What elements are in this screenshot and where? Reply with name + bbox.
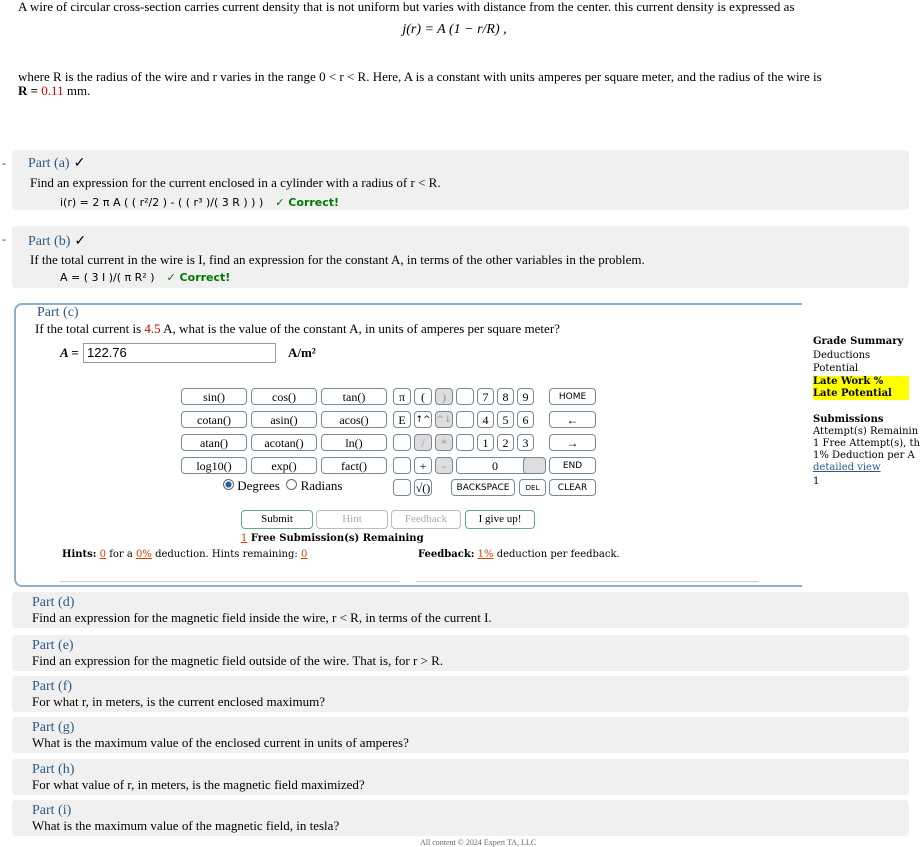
digit-2-button[interactable]: 2 (497, 434, 514, 451)
footer-copyright: All content © 2024 Expert TA, LLC (420, 838, 537, 847)
part-i-title[interactable]: Part (i) (32, 803, 72, 818)
part-f[interactable] (12, 676, 909, 712)
hint-button[interactable]: Hint (316, 510, 388, 529)
blank-button[interactable] (523, 457, 546, 474)
pi-button[interactable]: π (393, 388, 411, 405)
problem-statement-continued (18, 70, 898, 98)
problem-statement: A wire of circular cross-section carries current density that is not uniform but varies with distance from the center. this current density is expressed as (18, 0, 795, 14)
part-a-question: Find an expression for the current enclosed in a cylinder with a radius of r < R. (30, 175, 441, 190)
feedback-pct: 1% (477, 549, 494, 560)
hints-label: Hints: (62, 549, 97, 560)
give-up-button[interactable]: I give up! (465, 510, 535, 529)
part-h[interactable] (12, 759, 909, 795)
part-i[interactable] (12, 800, 909, 836)
submissions-remaining (241, 533, 424, 544)
part-b-title[interactable]: Part (b) (28, 234, 71, 249)
part-d-title[interactable]: Part (d) (32, 595, 75, 610)
blank-button[interactable] (393, 457, 411, 474)
digit-4-button[interactable]: 4 (477, 411, 494, 428)
part-e[interactable] (12, 635, 909, 671)
part-f-question: For what r, in meters, is the current enclosed maximum? (32, 694, 325, 709)
plus-button[interactable]: + (414, 457, 432, 474)
radius-unit: mm. (63, 83, 91, 98)
correct-badge: ✓ Correct! (166, 271, 231, 284)
detailed-view-link[interactable]: detailed view (813, 462, 881, 473)
part-b[interactable] (2, 226, 909, 288)
checkmark-icon: ✓ (74, 234, 87, 249)
digit-3-button[interactable]: 3 (517, 434, 534, 451)
deduction-per-attempt: 1% Deduction per A (813, 450, 915, 461)
blank-button[interactable] (456, 388, 474, 405)
collapse-toggle[interactable]: - (2, 232, 6, 246)
correct-badge: ✓ Correct! (275, 196, 340, 209)
part-g[interactable] (12, 717, 909, 753)
ln-button[interactable]: ln() (321, 434, 387, 451)
question-text: A, what is the value of the constant A, in units of amperes per square meter? (160, 321, 560, 336)
superscript-down-button[interactable]: ^↓ (435, 411, 453, 428)
grade-value: 1 (813, 476, 820, 487)
current-density-formula: j(r) = A (1 − r/R) , (402, 22, 507, 37)
part-e-title[interactable]: Part (e) (32, 638, 74, 653)
part-d-question: Find an expression for the magnetic field inside the wire, r < R, in terms of the current I. (32, 610, 492, 625)
free-attempts: 1 Free Attempt(s), th (813, 438, 920, 449)
part-e-question: Find an expression for the magnetic field outside of the wire. That is, for r > R. (32, 653, 444, 668)
cos-button[interactable]: cos() (251, 388, 317, 405)
part-c-title: Part (c) (37, 305, 79, 320)
feedback-label: Feedback: (418, 549, 475, 560)
part-h-question: For what value of r, in meters, is the magnetic field maximized? (32, 777, 365, 792)
blank-button[interactable] (393, 479, 411, 496)
blank-button[interactable] (456, 434, 474, 451)
late-work-label: Late Work % (813, 376, 909, 388)
acotan-button[interactable]: acotan() (251, 434, 317, 451)
degrees-radio[interactable] (223, 479, 234, 490)
part-i-question: What is the maximum value of the magnetic field, in tesla? (32, 818, 340, 833)
divide-button[interactable]: / (414, 434, 432, 451)
checkmark-icon: ✓ (73, 156, 86, 171)
part-b-question: If the total current in the wire is I, find an expression for the constant A, in terms of the other variables in the problem. (30, 252, 645, 267)
angle-mode (223, 478, 342, 494)
digit-1-button[interactable]: 1 (477, 434, 494, 451)
part-c-question (35, 321, 560, 337)
answer-unit: A/m² (288, 345, 316, 360)
hints-remaining: 0 (300, 549, 308, 560)
home-button[interactable]: HOME (549, 388, 596, 405)
close-paren-button[interactable]: ) (435, 388, 453, 405)
question-text: If the total current is (35, 321, 145, 336)
asin-button[interactable]: asin() (251, 411, 317, 428)
part-b-answer: A = ( 3 I )/( π R² ) (60, 271, 155, 284)
part-d[interactable] (12, 592, 909, 628)
superscript-up-button[interactable]: ↑^ (414, 411, 432, 428)
multiply-button[interactable]: * (435, 434, 453, 451)
feedback-text: deduction per feedback. (493, 549, 620, 560)
part-g-question: What is the maximum value of the enclosed current in units of amperes? (32, 735, 409, 750)
submission-text: Free Submission(s) Remaining (247, 533, 424, 544)
submit-button[interactable]: Submit (241, 510, 313, 529)
part-h-title[interactable]: Part (h) (32, 762, 75, 777)
feedback-info (418, 549, 620, 560)
minus-button[interactable]: - (435, 457, 453, 474)
collapse-toggle[interactable]: - (2, 156, 6, 170)
end-button[interactable]: END (549, 457, 596, 474)
late-potential-label: Late Potential (813, 388, 909, 400)
divider (416, 581, 759, 582)
radians-label: Radians (300, 478, 343, 493)
answer-input[interactable]: 122.76 (83, 343, 276, 363)
digit-8-button[interactable]: 8 (497, 388, 514, 405)
part-a-answer: i(r) = 2 π A ( ( r²/2 ) - ( ( r³ )/( 3 R ) ) ) (60, 196, 264, 209)
hints-for: for a (106, 549, 137, 560)
left-arrow-button[interactable]: ← (549, 411, 596, 428)
digit-9-button[interactable]: 9 (517, 388, 534, 405)
statement-line: where R is the radius of the wire and r varies in the range 0 < r < R. Here, A is a constant with units amperes per square meter, and the radius of the wire is (18, 69, 822, 84)
radius-label: R = (18, 83, 42, 98)
current-value: 4.5 (144, 321, 161, 336)
clear-button[interactable]: CLEAR (549, 479, 596, 496)
sin-button[interactable]: sin() (181, 388, 247, 405)
backspace-button[interactable]: BACKSPACE (451, 479, 515, 496)
fact-button[interactable]: fact() (321, 457, 387, 474)
digit-7-button[interactable]: 7 (477, 388, 494, 405)
submissions-title: Submissions (813, 414, 884, 425)
part-a-title[interactable]: Part (a) (28, 156, 70, 171)
answer-label: A = (60, 345, 79, 360)
attempts-remaining: Attempt(s) Remainin (813, 426, 919, 437)
degrees-label: Degrees (237, 478, 280, 493)
right-arrow-button[interactable]: → (549, 434, 596, 451)
hints-pct: 0% (136, 549, 152, 560)
acos-button[interactable]: acos() (321, 411, 387, 428)
radians-radio[interactable] (286, 479, 297, 490)
grade-summary-title: Grade Summary (813, 336, 904, 347)
part-g-title[interactable]: Part (g) (32, 720, 75, 735)
radius-value: 0.11 (41, 83, 64, 98)
feedback-button[interactable]: Feedback (391, 510, 461, 529)
exponent-e-button[interactable]: E (393, 411, 411, 428)
digit-6-button[interactable]: 6 (517, 411, 534, 428)
del-button[interactable]: DEL (519, 479, 546, 496)
hints-info (62, 549, 307, 560)
digit-5-button[interactable]: 5 (497, 411, 514, 428)
exp-button[interactable]: exp() (251, 457, 317, 474)
sqrt-button[interactable]: √() (415, 481, 431, 495)
deductions-label: Deductions (813, 350, 871, 361)
submission-count: 1 (241, 533, 248, 544)
divider (60, 581, 400, 582)
atan-button[interactable]: atan() (181, 434, 247, 451)
part-f-title[interactable]: Part (f) (32, 679, 73, 694)
cotan-button[interactable]: cotan() (181, 411, 247, 428)
tan-button[interactable]: tan() (321, 388, 387, 405)
hints-deduction: deduction. Hints remaining: (151, 549, 301, 560)
part-a[interactable] (2, 150, 909, 210)
blank-button[interactable] (393, 434, 411, 451)
log10-button[interactable]: log10() (181, 457, 247, 474)
potential-label: Potential (813, 363, 859, 374)
open-paren-button[interactable]: ( (414, 388, 432, 405)
hints-count: 0 (99, 549, 107, 560)
digit-0-button[interactable]: 0 (456, 457, 534, 474)
blank-button[interactable] (456, 411, 474, 428)
